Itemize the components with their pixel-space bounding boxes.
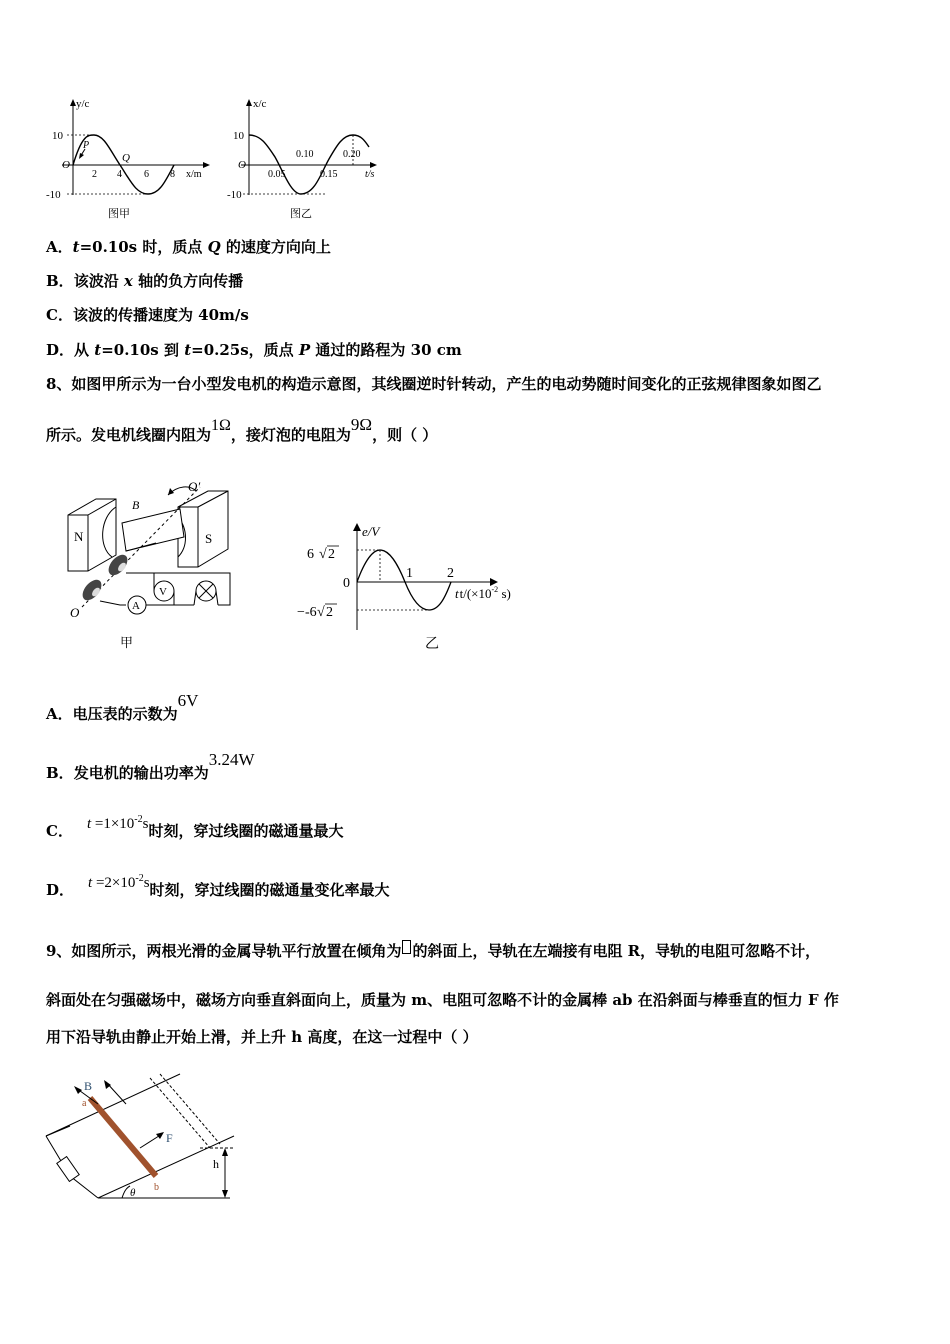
q8-option-b[interactable]: B．发电机的输出功率为3.24W bbox=[46, 750, 255, 782]
graph-a-ymin: -10 bbox=[46, 189, 61, 201]
q8-stem-line2: 所示。发电机线圈内阻为1Ω，接灯泡的电阻为9Ω，则（ ） bbox=[46, 415, 438, 444]
emf-ymin: -6 bbox=[305, 605, 317, 620]
rail-height-h-label: h bbox=[213, 1157, 219, 1171]
svg-text:−: − bbox=[297, 605, 305, 620]
q8-option-c[interactable]: C． $t =1\times 10^{-2}s$时刻，穿过线圈的磁通量最大 bbox=[46, 814, 344, 840]
voltmeter-label: V bbox=[159, 586, 167, 598]
field-b-label: B bbox=[132, 498, 140, 512]
graph-a-point-q: Q bbox=[122, 152, 130, 164]
rail-end-b-label: b bbox=[154, 1182, 159, 1193]
emf-graph bbox=[295, 520, 545, 655]
q8-option-d[interactable]: D． $t =2\times 10^{-2}s$时刻，穿过线圈的磁通量变化率最大 bbox=[46, 873, 390, 899]
q7-option-d[interactable]: D．从 t=0.10s 到 t=0.25s，质点 P 通过的路程为 30 cm bbox=[46, 341, 462, 359]
graph-b-xtick-upper: 0.10 bbox=[296, 149, 314, 160]
graph-b-xtick-upper: 0.20 bbox=[343, 149, 361, 160]
emf-xtick: 1 bbox=[406, 566, 413, 581]
graph-a-origin: O bbox=[62, 159, 70, 171]
axis-o-prime-label: O′ bbox=[188, 479, 201, 494]
wave-graph-jia bbox=[40, 95, 220, 225]
graph-a-ymax: 10 bbox=[52, 130, 63, 142]
svg-text:√: √ bbox=[319, 547, 327, 562]
emf-xlabel: $tt/(\times 10^{-2}$ s) bbox=[455, 585, 511, 601]
figure-yi-caption: 乙 bbox=[425, 636, 439, 652]
q7-option-b[interactable]: B．该波沿 x 轴的负方向传播 bbox=[46, 272, 244, 290]
q8-option-a[interactable]: A．电压表的示数为6V bbox=[46, 691, 199, 723]
internal-resistance: 1Ω bbox=[211, 417, 231, 434]
wave-graph-yi bbox=[225, 95, 390, 225]
q9-stem-line3: 用下沿导轨由静止开始上滑，并上升 h 高度，在这一过程中（ ） bbox=[46, 1028, 478, 1046]
graph-a-xtick: 8 bbox=[170, 169, 175, 180]
emf-ymax: 6 bbox=[307, 547, 314, 562]
emf-xtick: 2 bbox=[447, 566, 454, 581]
q9-stem-line2: 斜面处在匀强磁场中，磁场方向垂直斜面向上，质量为 m、电阻可忽略不计的金属棒 ab 在沿斜面与棒垂直的恒力 F 作 bbox=[46, 991, 839, 1009]
q7-option-a[interactable]: A．t=0.10s 时，质点 Q 的速度方向向上 bbox=[46, 238, 331, 256]
axis-o-label: O bbox=[70, 605, 80, 620]
graph-a-xtick: 4 bbox=[117, 169, 122, 180]
lamp-resistance: 9Ω bbox=[350, 415, 373, 434]
graph-b-origin: O bbox=[238, 159, 246, 171]
graph-a-xlabel: x/m bbox=[186, 169, 202, 180]
graph-b-ymax: 10 bbox=[233, 130, 244, 142]
ammeter-label: A bbox=[132, 600, 140, 612]
figure-jia-caption: 甲 bbox=[120, 636, 134, 651]
generator-diagram bbox=[60, 477, 240, 657]
graph-b-ymin: -10 bbox=[227, 189, 242, 201]
rail-force-f-label: F bbox=[166, 1131, 173, 1145]
graph-b-xlabel: t/s bbox=[365, 169, 375, 180]
graph-a-xtick: 2 bbox=[92, 169, 97, 180]
graph-a-point-p: P bbox=[83, 140, 90, 151]
graph-a-xtick: 6 bbox=[144, 169, 149, 180]
magnet-n-label: N bbox=[74, 529, 84, 544]
incline-rails-diagram bbox=[40, 1068, 270, 1208]
emf-zero: 0 bbox=[343, 576, 350, 591]
q7-option-c[interactable]: C．该波的传播速度为 40m/s bbox=[46, 306, 249, 324]
rail-end-a-label: a bbox=[82, 1098, 87, 1109]
svg-text:√: √ bbox=[317, 605, 325, 620]
magnet-s-label: S bbox=[205, 531, 213, 546]
q8-stem-line1: 8、如图甲所示为一台小型发电机的构造示意图，其线圈逆时针转动，产生的电动势随时间变化的正弦规律图象如图乙 bbox=[46, 375, 822, 393]
graph-b-xtick-lower: 0.15 bbox=[320, 169, 338, 180]
rail-angle-theta-label: θ bbox=[130, 1187, 136, 1199]
graph-b-ylabel: x/c bbox=[253, 98, 267, 110]
q9-stem-line1: 9、如图所示，两根光滑的金属导轨平行放置在倾角为 的斜面上，导轨在左端接有电阻 R，导轨的电阻可忽略不计， bbox=[46, 942, 821, 960]
emf-ylabel: e/V bbox=[362, 524, 380, 539]
emf-ymin-sqrt: 2 bbox=[326, 605, 333, 620]
graph-a-ylabel: y/c bbox=[76, 98, 90, 110]
missing-symbol bbox=[402, 940, 411, 954]
rail-field-b-label: B bbox=[84, 1079, 93, 1093]
emf-ymax-sqrt: 2 bbox=[328, 547, 335, 562]
graph-b-caption: 图乙 bbox=[290, 207, 312, 220]
graph-b-xtick-lower: 0.05 bbox=[268, 169, 286, 180]
graph-a-caption: 图甲 bbox=[108, 207, 130, 220]
